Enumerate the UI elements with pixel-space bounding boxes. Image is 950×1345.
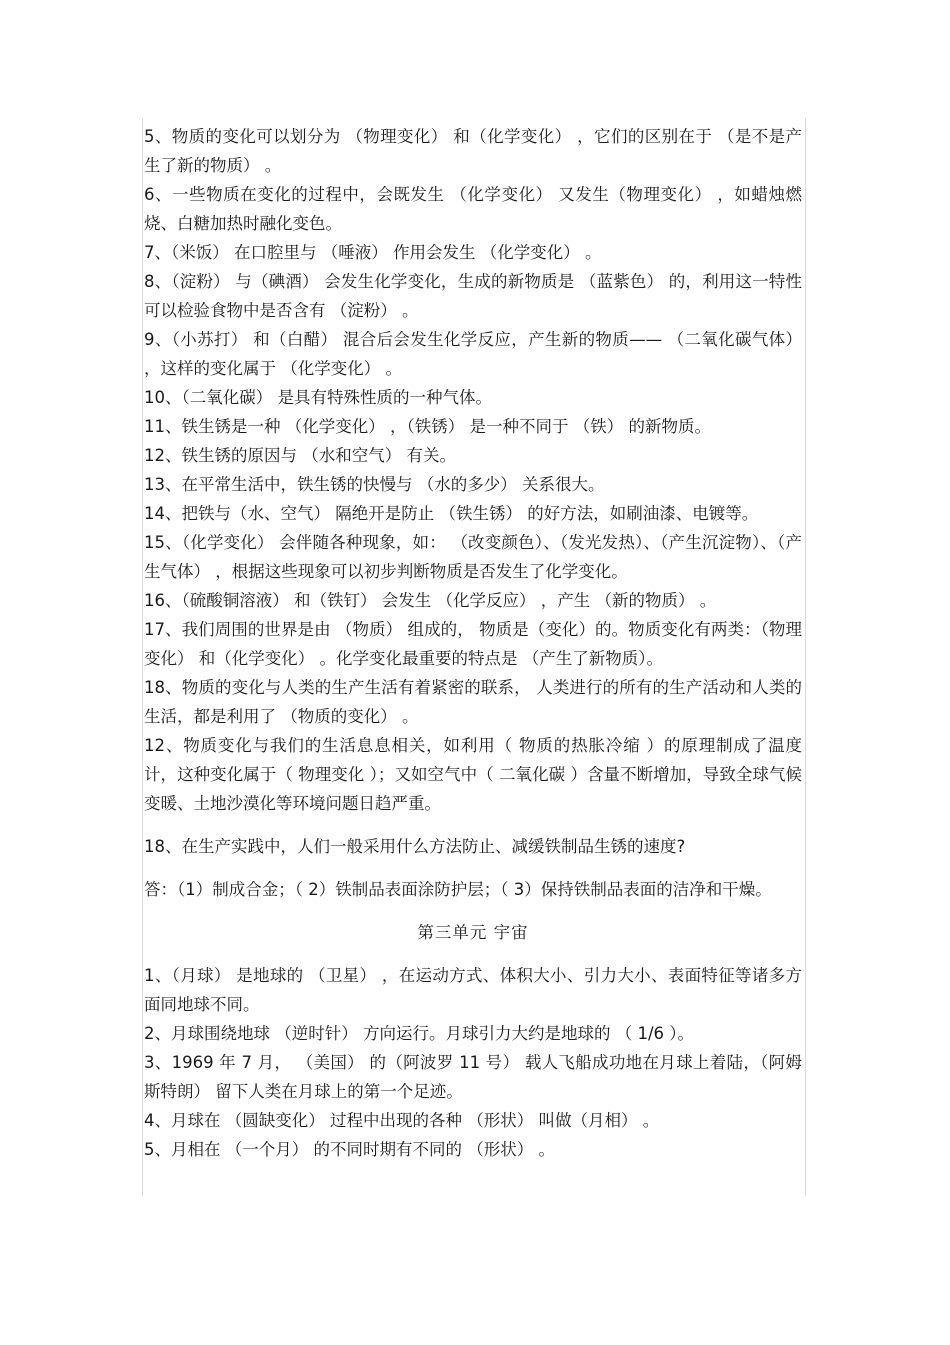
paragraph: 3、1969 年 7 月， （美国） 的（阿波罗 11 号） 载人飞船成功地在月球上着陆，（阿姆斯特朗） 留下人类在月球上的第一个足迹。	[144, 1053, 802, 1101]
paragraph: 1、（月球） 是地球的 （卫星） ，在运动方式、体积大小、引力大小、表面特征等诸多方面同地球不同。	[144, 966, 802, 1014]
paragraph: 6、一些物质在变化的过程中，会既发生 （化学变化） 又发生（物理变化） ，如蜡烛燃烧、白糖加热时融化变色。	[144, 185, 802, 233]
unit-heading: 第三单元 宇宙	[417, 923, 529, 942]
paragraph: 5、月相在 （一个月） 的不同时期有不同的 （形状） 。	[144, 1140, 555, 1159]
paragraph: 7、（米饭） 在口腔里与 （唾液） 作用会发生 （化学变化） 。	[144, 243, 602, 262]
paragraph: 4、月球在 （圆缺变化） 过程中出现的各种 （形状） 叫做（月相） 。	[144, 1111, 660, 1130]
paragraph: 12、铁生锈的原因与 （水和空气） 有关。	[144, 446, 456, 465]
paragraph: 9、（小苏打） 和（白醋） 混合后会发生化学反应，产生新的物质—— （二氧化碳气体） ，这样的变化属于 （化学变化） 。	[144, 330, 802, 378]
paragraph: 11、铁生锈是一种 （化学变化） ，（铁锈） 是一种不同于 （铁） 的新物质。	[144, 417, 711, 436]
paragraph: 10、（二氧化碳） 是具有特殊性质的一种气体。	[144, 388, 492, 407]
paragraph: 8、（淀粉） 与（碘酒） 会发生化学变化，生成的新物质是 （蓝紫色） 的，利用这一特性可以检验食物中是否含有 （淀粉） 。	[144, 272, 802, 320]
question: 18、在生产实践中，人们一般采用什么方法防止、减缓铁制品生锈的速度?	[144, 837, 686, 856]
paragraph: 5、物质的变化可以划分为 （物理变化） 和（化学变化） ，它们的区别在于 （是不是产生了新的物质） 。	[144, 127, 802, 175]
paragraph: 16、（硫酸铜溶液） 和（铁钉） 会发生 （化学反应） ，产生 （新的物质） 。	[144, 591, 717, 610]
paragraph: 14、把铁与（水、空气） 隔绝开是防止 （铁生锈） 的好方法，如刷油漆、电镀等。	[144, 504, 759, 523]
paragraph: 13、在平常生活中，铁生锈的快慢与 （水的多少） 关系很大。	[144, 475, 605, 494]
answer: 答：（1）制成合金；（ 2）铁制品表面涂防护层；（ 3）保持铁制品表面的洁净和干燥。	[144, 880, 772, 899]
document-content	[144, 122, 802, 1164]
paragraph: 2、月球围绕地球 （逆时针） 方向运行。月球引力大约是地球的 （ 1/6 ）。	[144, 1024, 695, 1043]
paragraph: 18、物质的变化与人类的生产生活有着紧密的联系， 人类进行的所有的生产活动和人类的生活，都是利用了 （物质的变化） 。	[144, 678, 802, 726]
paragraph: 15、（化学变化） 会伴随各种现象，如： （改变颜色）、（发光发热）、（产生沉淀物）、（产生气体） ，根据这些现象可以初步判断物质是否发生了化学变化。	[144, 533, 802, 581]
paragraph: 12、物质变化与我们的生活息息相关，如利用（ 物质的热胀冷缩 ）的原理制成了温度计，这种变化属于（ 物理变化 ）；又如空气中（ 二氧化碳 ）含量不断增加，导致全球气候变暖、土地沙漠化等环境问题日趋严重。	[144, 736, 802, 813]
paragraph: 17、我们周围的世界是由 （物质） 组成的， 物质是（变化）的。物质变化有两类：（物理变化） 和（化学变化） 。化学变化最重要的特点是 （产生了新物质）。	[144, 620, 802, 668]
